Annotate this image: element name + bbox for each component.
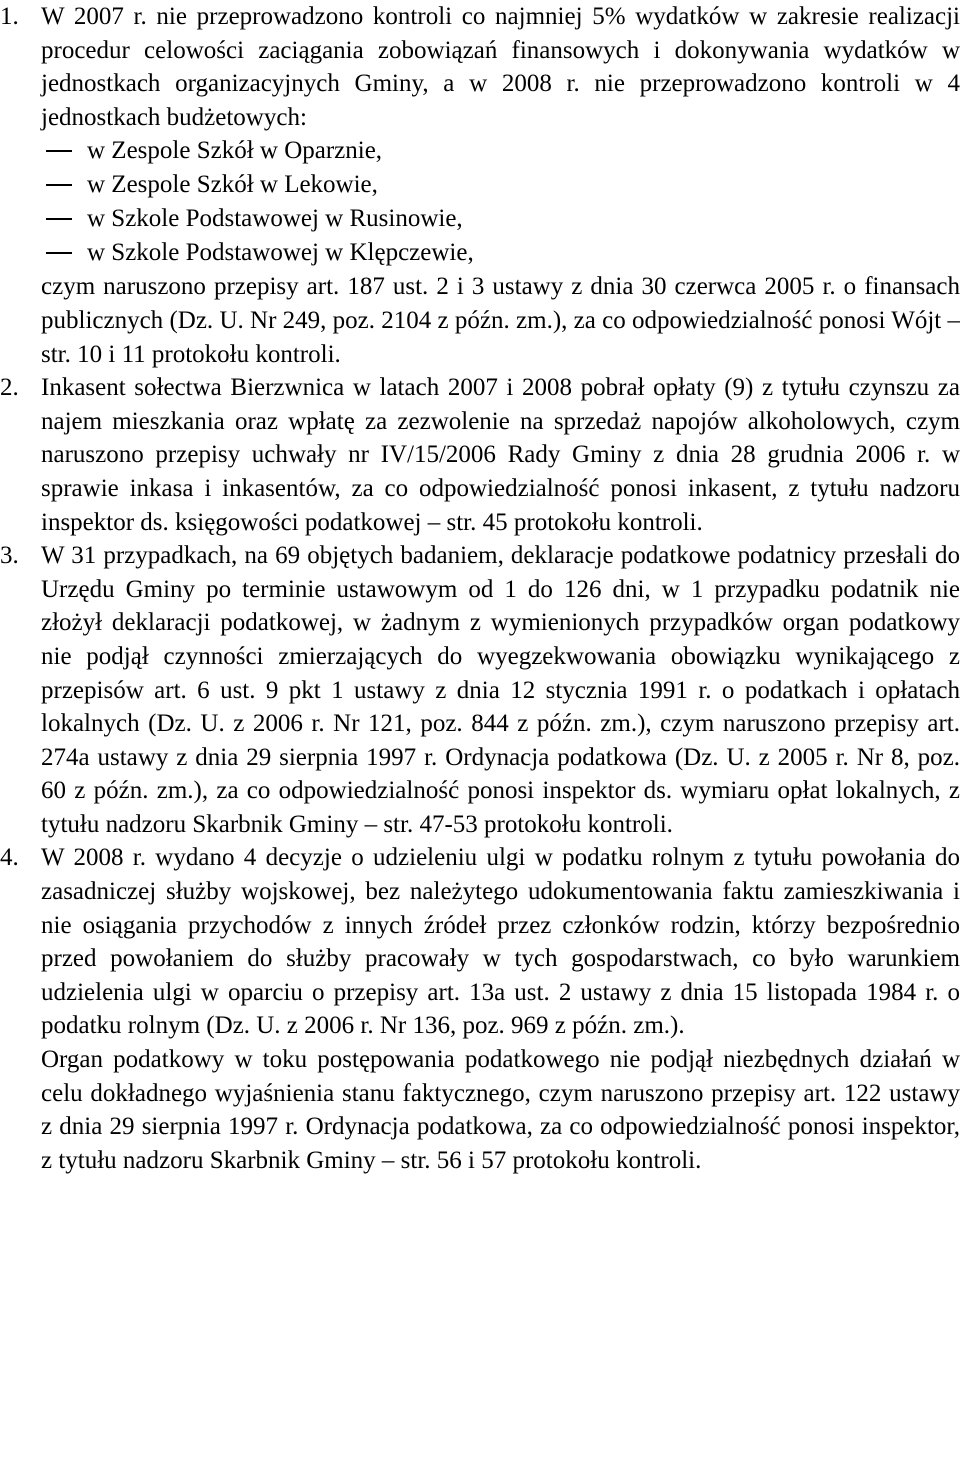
list-item-text: w Zespole Szkół w Lekowie, — [87, 171, 378, 199]
list-item — [41, 236, 960, 270]
item-2-text: Inkasent sołectwa Bierzwnica w latach 2007 i 2008 pobrał opłaty (9) z tytułu czynszu za najem mieszkania oraz wpłatę za zezwolenie na sprzedaż napojów alkoholowych, czym naruszono przepisy uchwały nr IV/15/2006 Rady Gminy z dnia 28 grudnia 2006 r. w sprawie inkasa i inkasentów, za co odpowiedzialność ponosi inkasent, z tytułu nadzoru inspektor ds. księgowości podatkowej – str. 45 protokołu kontroli. — [41, 374, 960, 536]
list-item — [41, 168, 960, 202]
item-1-outro: czym naruszono przepisy art. 187 ust. 2 i 3 ustawy z dnia 30 czerwca 2005 r. o finansach publicznych (Dz. U. Nr 249, poz. 2104 z późn. zm.), za co odpowiedzialność ponosi Wójt – str. 10 i 11 protokołu kontroli. — [41, 273, 960, 368]
item-number: 3. — [0, 542, 19, 570]
item-1 — [0, 0, 960, 371]
item-1-intro: W 2007 r. nie przeprowadzono kontroli co najmniej 5% wydatków w zakresie realizacji procedur celowości zaciągania zobowiązań finansowych i dokonywania wydatków w jednostkach organizacyjnych Gminy, a w 2008 r. nie przeprowadzono kontroli w 4 jednostkach budżetowych: — [41, 3, 960, 131]
list-item-text: w Szkole Podstawowej w Rusinowie, — [87, 205, 463, 233]
item-number: 4. — [0, 844, 19, 872]
item-3 — [0, 539, 960, 841]
closing-paragraph — [0, 1043, 960, 1177]
list-item — [41, 134, 960, 168]
closing-paragraph-text: Organ podatkowy w toku postępowania podatkowego nie podjął niezbędnych działań w celu dokładnego wyjaśnienia stanu faktycznego, czym naruszono przepisy art. 122 ustawy z dnia 29 sierpnia 1997 r. Ordynacja podatkowa, za co odpowiedzialność ponosi inspektor, z tytułu nadzoru Skarbnik Gminy – str. 56 i 57 protokołu kontroli. — [41, 1046, 960, 1174]
item-2 — [0, 371, 960, 539]
list-item-text: w Zespole Szkół w Oparznie, — [87, 137, 383, 165]
item-number: 2. — [0, 374, 19, 402]
unit-list — [41, 134, 960, 270]
list-item-text: w Szkole Podstawowej w Klępczewie, — [87, 239, 474, 267]
item-4-text: W 2008 r. wydano 4 decyzje o udzieleniu ulgi w podatku rolnym z tytułu powołania do zasadniczej służby wojskowej, bez należytego udokumentowania faktu zamieszkiwania i nie osiągania przychodów z innych źródeł przez członków rodzin, którzy bezpośrednio przed powołaniem do służby pracowały w tych gospodarstwach, co było warunkiem udzielenia ulgi w oparciu o przepisy art. 13a ust. 2 ustawy z dnia 15 listopada 1984 r. o podatku rolnym (Dz. U. z 2006 r. Nr 136, poz. 969 z późn. zm.). — [41, 844, 960, 1040]
item-number: 1. — [0, 3, 19, 30]
item-3-text: W 31 przypadkach, na 69 objętych badaniem, deklaracje podatkowe podatnicy przesłali do Urzędu Gminy po terminie ustawowym od 1 do 126 dni, w 1 przypadku podatnik nie złożył deklaracji podatkowej, w żadnym z wymienionych przypadków organ podatkowy nie podjął czynności zmierzających do wyegzekwowania obowiązku wynikającego z przepisów art. 6 ust. 9 pkt 1 ustawy z dnia 12 stycznia 1991 r. o podatkach i opłatach lokalnych (Dz. U. z 2006 r. Nr 121, poz. 844 z późn. zm.), czym naruszono przepisy art. 274a ustawy z dnia 29 sierpnia 1997 r. Ordynacja podatkowa (Dz. U. z 2005 r. Nr 8, poz. 60 z późn. zm.), za co odpowiedzialność ponosi inspektor ds. wymiaru opłat lokalnych, z tytułu nadzoru Skarbnik Gminy – str. 47-53 protokołu kontroli. — [41, 542, 960, 838]
item-4 — [0, 841, 960, 1043]
list-item — [41, 202, 960, 236]
